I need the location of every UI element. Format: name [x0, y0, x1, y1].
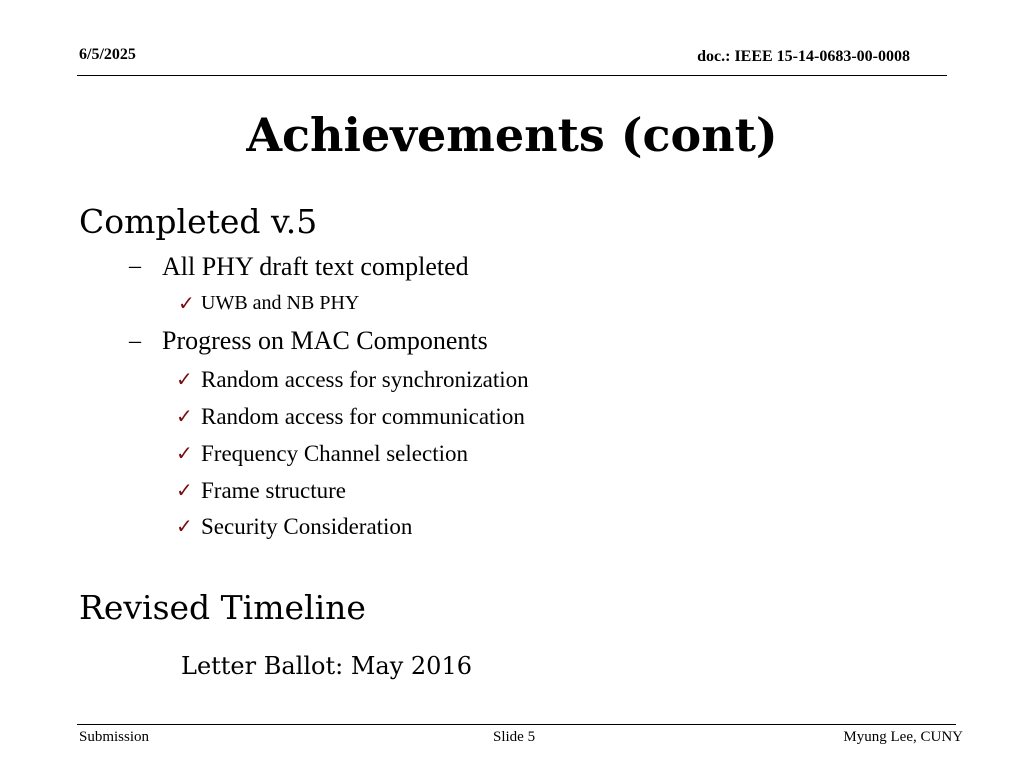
footer-submission: Submission	[79, 729, 150, 745]
footer-slide-number: Slide 5	[493, 729, 536, 745]
check-icon: ✓	[178, 293, 195, 315]
phy-status-text: All PHY draft text completed	[162, 252, 469, 281]
timeline-detail: Letter Ballot: May 2016	[181, 652, 472, 680]
footer-divider	[77, 724, 956, 725]
dash-bullet: –	[129, 328, 141, 354]
mac-item: Frame structure	[201, 478, 346, 503]
mac-item: Security Consideration	[201, 514, 413, 539]
check-icon: ✓	[176, 369, 193, 391]
mac-item: Random access for communication	[201, 404, 525, 429]
mac-item: Random access for synchronization	[201, 367, 529, 392]
section-heading-timeline: Revised Timeline	[79, 588, 366, 627]
check-icon: ✓	[176, 443, 193, 465]
header-doc-id: doc.: IEEE 15-14-0683-00-0008	[697, 48, 910, 65]
check-icon: ✓	[176, 406, 193, 428]
dash-bullet: –	[129, 253, 141, 279]
footer-author: Myung Lee, CUNY	[843, 729, 963, 745]
header-date: 6/5/2025	[79, 46, 136, 63]
mac-progress-text: Progress on MAC Components	[162, 326, 488, 355]
check-icon: ✓	[176, 516, 193, 538]
phy-item: UWB and NB PHY	[201, 292, 360, 314]
check-icon: ✓	[176, 480, 193, 502]
section-heading-completed: Completed v.5	[79, 202, 318, 241]
mac-item: Frequency Channel selection	[201, 441, 468, 466]
header-divider	[77, 75, 947, 76]
slide-title: Achievements (cont)	[246, 108, 778, 162]
